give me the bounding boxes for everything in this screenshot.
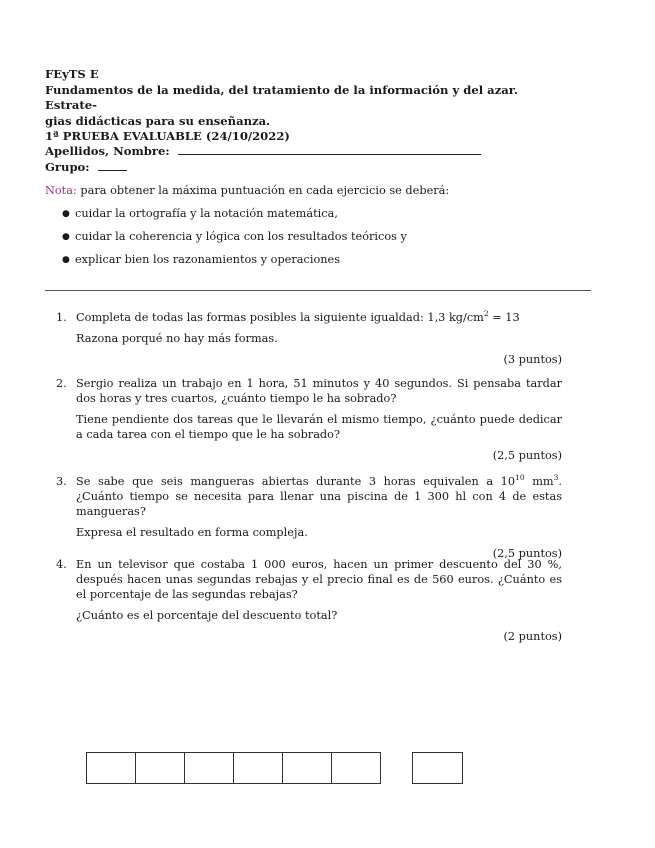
exercise-points: (3 puntos) xyxy=(503,353,562,366)
exam-title: 1ª PRUEBA EVALUABLE (24/10/2022) xyxy=(45,129,290,143)
note-bullet-list xyxy=(62,206,582,275)
note-label: Nota: xyxy=(45,184,77,197)
course-title-line-2: gias didácticas para su enseñanza. xyxy=(45,113,271,128)
grade-box[interactable] xyxy=(184,752,233,784)
grade-box[interactable] xyxy=(86,752,135,784)
exercise-followup: Razona porqué no hay más formas. xyxy=(76,332,278,345)
exercise-4 xyxy=(56,557,562,644)
name-label: Apellidos, Nombre: xyxy=(45,144,170,158)
note-bullet-text: cuidar la ortografía y la notación matemática, xyxy=(75,207,338,220)
group-row xyxy=(45,159,565,175)
total-grade-box[interactable] xyxy=(412,752,463,784)
note-text: para obtener la máxima puntuación en cada ejercicio se deberá: xyxy=(76,184,450,197)
exercise-statement: En un televisor que costaba 1 000 euros, hacen un primer descuento del 30 %, después hacen unas segundas rebajas y el precio final es de 560 euros. ¿Cuánto es el porcentaje de las segundas rebajas? xyxy=(76,558,562,601)
note-bullet-text: cuidar la coherencia y lógica con los resultados teóricos y xyxy=(75,230,407,243)
exercise-1 xyxy=(56,310,562,367)
exercise-statement: Sergio realiza un trabajo en 1 hora, 51 minutos y 40 segundos. Si pensaba tardar dos horas y tres cuartos, ¿cuánto tiempo le ha sobrado? xyxy=(76,377,562,405)
grade-boxes xyxy=(86,752,381,783)
name-blank-line[interactable] xyxy=(178,145,481,155)
grade-box[interactable] xyxy=(233,752,282,784)
student-identification xyxy=(45,143,565,175)
exercise-number: 3. xyxy=(56,475,67,488)
group-label: Grupo: xyxy=(45,160,90,174)
exercise-points: (2 puntos) xyxy=(503,630,562,643)
name-row xyxy=(45,143,565,159)
exercise-followup: Tiene pendiente dos tareas que le llevarán el mismo tiempo, ¿cuánto puede dedicar a cada tarea con el tiempo que le ha sobrado? xyxy=(76,413,562,441)
grade-box[interactable] xyxy=(331,752,381,784)
note-bullet xyxy=(62,206,582,229)
exercise-points: (2,5 puntos) xyxy=(492,449,562,462)
horizontal-divider xyxy=(45,290,591,291)
note xyxy=(45,183,585,198)
exercise-statement: Completa de todas las formas posibles la siguiente igualdad: 1,3 $kg/cm^2 = 13$ xyxy=(76,309,520,324)
exercise-number: 4. xyxy=(56,558,67,571)
bullet-icon: ● xyxy=(62,255,70,265)
exercise-points: (2,5 puntos) xyxy=(492,547,562,560)
note-bullet xyxy=(62,229,582,252)
exercise-number: 2. xyxy=(56,377,67,390)
exam-header xyxy=(45,67,565,145)
note-bullet-text: explicar bien los razonamientos y operaciones xyxy=(75,253,341,266)
bullet-icon: ● xyxy=(62,209,70,219)
course-title-line-1: Fundamentos de la medida, del tratamiento de la información y del azar. Estrate- xyxy=(45,82,518,112)
exercise-statement: Se sabe que seis mangueras abiertas durante 3 horas equivalen a $10^{10}$ $mm^3$. ¿Cuánto tiempo se necesita para llenar una piscina de 1 300 hl con 4 de estas mangueras? xyxy=(76,473,563,518)
exercise-3 xyxy=(56,474,562,561)
exercise-2 xyxy=(56,376,562,463)
exercise-followup: ¿Cuánto es el porcentaje del descuento total? xyxy=(76,609,338,622)
group-blank-line[interactable] xyxy=(98,161,127,171)
exercise-followup: Expresa el resultado en forma compleja. xyxy=(76,526,308,539)
grade-box[interactable] xyxy=(135,752,184,784)
bullet-icon: ● xyxy=(62,232,70,242)
course-code: FEyTS E xyxy=(45,67,99,81)
note-bullet xyxy=(62,252,582,275)
grade-box[interactable] xyxy=(282,752,331,784)
exercise-number: 1. xyxy=(56,311,67,324)
